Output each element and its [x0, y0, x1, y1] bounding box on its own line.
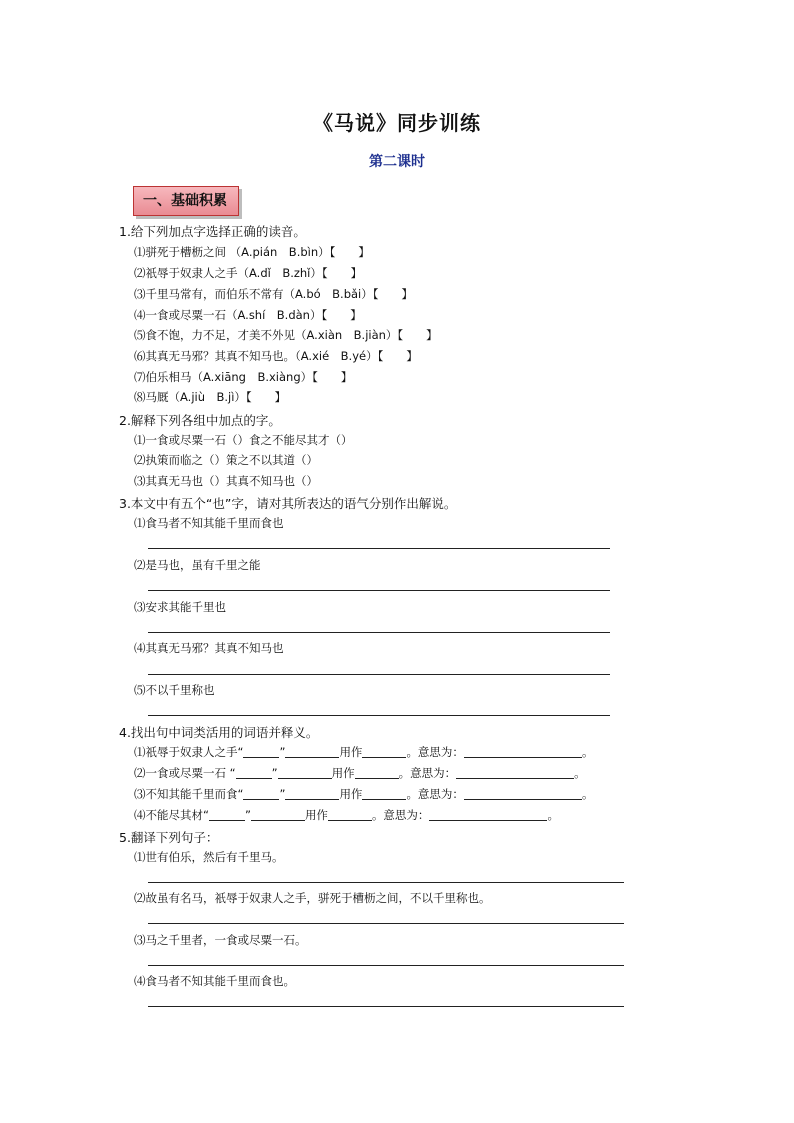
- q4-sentence: ⑵一食或尽粟一石: [134, 766, 230, 780]
- quote-mark: “: [229, 766, 236, 780]
- fill-blank[interactable]: [243, 787, 279, 800]
- q4-sentence: ⑶不知其能千里而食: [134, 787, 238, 801]
- question-5-item: ⑴世有伯乐，然后有千里马。: [134, 850, 284, 864]
- quote-mark: ”: [279, 745, 286, 759]
- question-2-item: ⑶其真无马也（）其真不知马也（）: [134, 474, 318, 488]
- quote-mark: “: [237, 745, 244, 759]
- question-4-item: [134, 786, 593, 802]
- meaning-label: 。意思为：: [406, 745, 464, 759]
- question-1-stem: 1.给下列加点字选择正确的读音。: [119, 224, 306, 239]
- quote-mark: ”: [279, 787, 286, 801]
- fill-blank[interactable]: [209, 808, 245, 821]
- section-heading-label: 一、基础积累: [143, 193, 227, 209]
- question-3-stem: 3.本文中有五个“也”字，请对其所表达的语气分别作出解说。: [119, 496, 457, 511]
- meaning-label: 。意思为：: [398, 766, 457, 780]
- question-3-item: ⑴食马者不知其能千里而食也: [134, 516, 284, 530]
- q4-sentence: ⑴祇辱于奴隶人之手: [134, 745, 238, 759]
- question-3-item: ⑷其真无马邪？其真不知马也: [134, 641, 284, 655]
- meaning-label: 。意思为：: [371, 808, 430, 822]
- fill-blank[interactable]: [464, 787, 582, 800]
- use-label: 用作: [331, 766, 355, 780]
- fill-blank[interactable]: [464, 745, 582, 758]
- period: 。: [581, 787, 594, 801]
- question-4-stem: 4.找出句中词类活用的词语并释义。: [119, 725, 319, 740]
- question-1-item: ⑻马厩（A.jiù B.jì）【 】: [134, 390, 287, 404]
- period: 。: [547, 808, 559, 822]
- fill-blank[interactable]: [285, 745, 339, 758]
- quote-mark: ”: [244, 808, 251, 822]
- question-3-item: ⑸不以千里称也: [134, 683, 215, 697]
- q4-sentence: ⑷不能尽其材: [134, 808, 203, 822]
- question-1-item: ⑵祇辱于奴隶人之手（A.dǐ B.zhǐ）【 】: [134, 266, 363, 280]
- answer-line[interactable]: [148, 1006, 624, 1007]
- fill-blank[interactable]: [236, 766, 272, 779]
- fill-blank[interactable]: [243, 745, 279, 758]
- question-4-item: [134, 744, 593, 760]
- fill-blank[interactable]: [328, 808, 372, 821]
- question-1-item: ⑷一食或尽粟一石（A.shí B.dàn）【 】: [134, 308, 362, 322]
- question-2-stem: 2.解释下列各组中加点的字。: [119, 413, 281, 428]
- page-title: 《马说》同步训练: [313, 111, 481, 135]
- fill-blank[interactable]: [429, 808, 547, 821]
- period: 。: [574, 766, 586, 780]
- fill-blank[interactable]: [278, 766, 332, 779]
- fill-blank[interactable]: [362, 745, 406, 758]
- answer-line[interactable]: [148, 674, 610, 675]
- question-5-stem: 5.翻译下列句子：: [119, 830, 219, 845]
- question-2-item: ⑴一食或尽粟一石（）食之不能尽其才（）: [134, 433, 353, 447]
- question-3-item: ⑶安求其能千里也: [134, 600, 226, 614]
- quote-mark: “: [237, 787, 244, 801]
- question-5-item: ⑵故虽有名马，祇辱于奴隶人之手，骈死于槽枥之间，不以千里称也。: [134, 891, 491, 905]
- question-1-item: ⑹其真无马邪？其真不知马也。（A.xié B.yé）【 】: [134, 349, 418, 363]
- answer-line[interactable]: [148, 548, 610, 549]
- answer-line[interactable]: [148, 590, 610, 591]
- use-label: 用作: [304, 808, 328, 822]
- question-1-item: ⑶千里马常有，而伯乐不常有（A.bó B.bǎi）【 】: [134, 287, 413, 301]
- fill-blank[interactable]: [456, 766, 574, 779]
- use-label: 用作: [339, 787, 363, 801]
- question-1-item: ⑴骈死于槽枥之间 （A.pián B.bìn）【 】: [134, 245, 370, 259]
- answer-line[interactable]: [148, 882, 624, 883]
- fill-blank[interactable]: [285, 787, 339, 800]
- fill-blank[interactable]: [362, 787, 406, 800]
- question-5-item: ⑶马之千里者，一食或尽粟一石。: [134, 933, 307, 947]
- question-4-item: [134, 765, 586, 781]
- use-label: 用作: [339, 745, 363, 759]
- answer-line[interactable]: [148, 632, 610, 633]
- answer-line[interactable]: [148, 923, 624, 924]
- quote-mark: ”: [271, 766, 278, 780]
- answer-line[interactable]: [148, 965, 624, 966]
- fill-blank[interactable]: [355, 766, 399, 779]
- question-1-item: ⑸食不饱，力不足，才美不外见（A.xiàn B.jiàn）【 】: [134, 328, 438, 342]
- question-3-item: ⑵是马也，虽有千里之能: [134, 558, 261, 572]
- section-heading: [133, 186, 239, 216]
- period: 。: [581, 745, 594, 759]
- question-4-item: [134, 807, 559, 823]
- fill-blank[interactable]: [251, 808, 305, 821]
- quote-mark: “: [203, 808, 209, 822]
- question-5-item: ⑷食马者不知其能千里而食也。: [134, 974, 295, 988]
- page-subtitle: 第二课时: [369, 154, 425, 170]
- meaning-label: 。意思为：: [406, 787, 464, 801]
- question-1-item: ⑺伯乐相马（A.xiāng B.xiàng）【 】: [134, 370, 353, 384]
- answer-line[interactable]: [148, 715, 610, 716]
- question-2-item: ⑵执策而临之（）策之不以其道（）: [134, 453, 318, 467]
